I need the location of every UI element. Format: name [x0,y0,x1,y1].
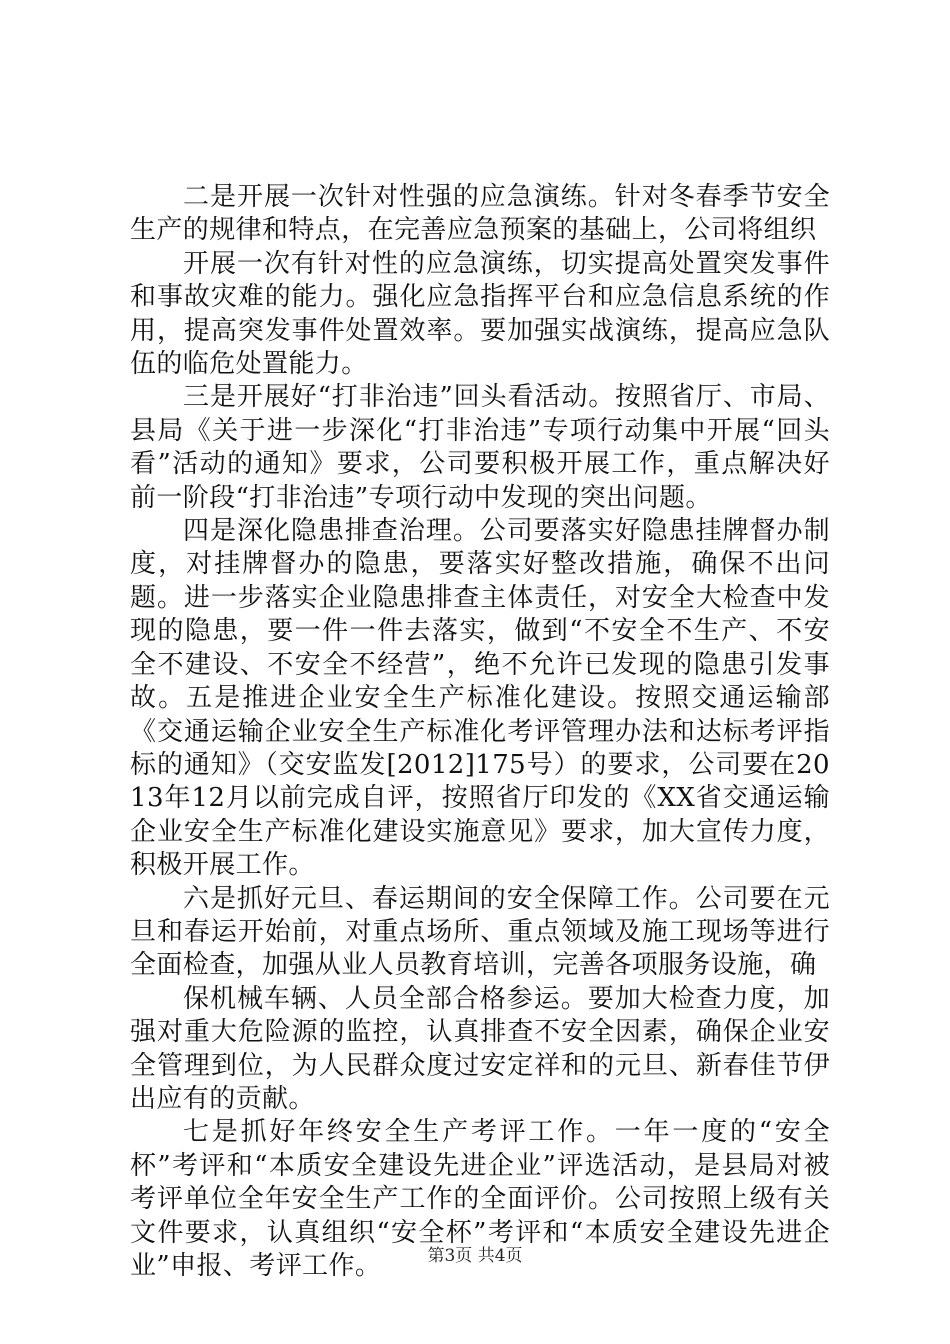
paragraph-drill-continued: 开展一次有针对性的应急演练，切实提高处置突发事件和事故灾难的能力。强化应急指挥平台和应急信息系统的作用，提高突发事件处置效率。要加强实战演练，提高应急队伍的临危处置能力。 [130,248,830,380]
paragraph-hazard-governance: 四是深化隐患排查治理。公司要落实好隐患挂牌督办制度，对挂牌督办的隐患，要落实好整改措施，确保不出问题。进一步落实企业隐患排查主体责任，对安全大检查中发现的隐患，要一件一件去落实，做到“不安全不生产、不安全不建设、不安全不经营”，绝不允许已发现的隐患引发事故。五是推进企业安全生产标准化建设。按照交通运输部《交通运输企业安全生产标准化考评管理办法和达标考评指标的通知》（交安监发[2012]175号）的要求，公司要在2013年12月以前完成自评，按照省厅印发的《XX省交通运输企业安全生产标准化建设实施意见》要求，加大宣传力度，积极开展工作。 [130,516,830,881]
paragraph-holiday-safety: 六是抓好元旦、春运期间的安全保障工作。公司要在元旦和春运开始前，对重点场所、重点领域及施工现场等进行全面检查，加强从业人员教育培训，完善各项服务设施，确 [130,883,830,981]
document-body [130,181,830,1283]
paragraph-emergency-drill: 二是开展一次针对性强的应急演练。针对冬春季节安全生产的规律和特点，在完善应急预案的基础上，公司将组织 [130,182,830,246]
paragraph-review-campaign: 三是开展好“打非治违”回头看活动。按照省厅、市局、县局《关于进一步深化“打非治违”专项行动集中开展“回头看”活动的通知》要求，公司要积极开展工作，重点解决好前一阶段“打非治违”专项行动中发现的突出问题。 [130,382,830,513]
paragraph-annual-evaluation: 七是抓好年终安全生产考评工作。一年一度的“安全杯”考评和“本质安全建设先进企业”评选活动，是县局对被考评单位全年安全生产工作的全面评价。公司按照上级有关文件要求，认真组织“安全杯”考评和“本质安全建设先进企业”申报、考评工作。 [130,1117,830,1281]
paragraph-holiday-continued: 保机械车辆、人员全部合格参运。要加大检查力度，加强对重大危险源的监控，认真排查不安全因素，确保企业安全管理到位，为人民群众度过安定祥和的元旦、新春佳节伊出应有的贡献。 [130,983,830,1114]
page-footer: 第3页 共4页 [427,1246,523,1266]
